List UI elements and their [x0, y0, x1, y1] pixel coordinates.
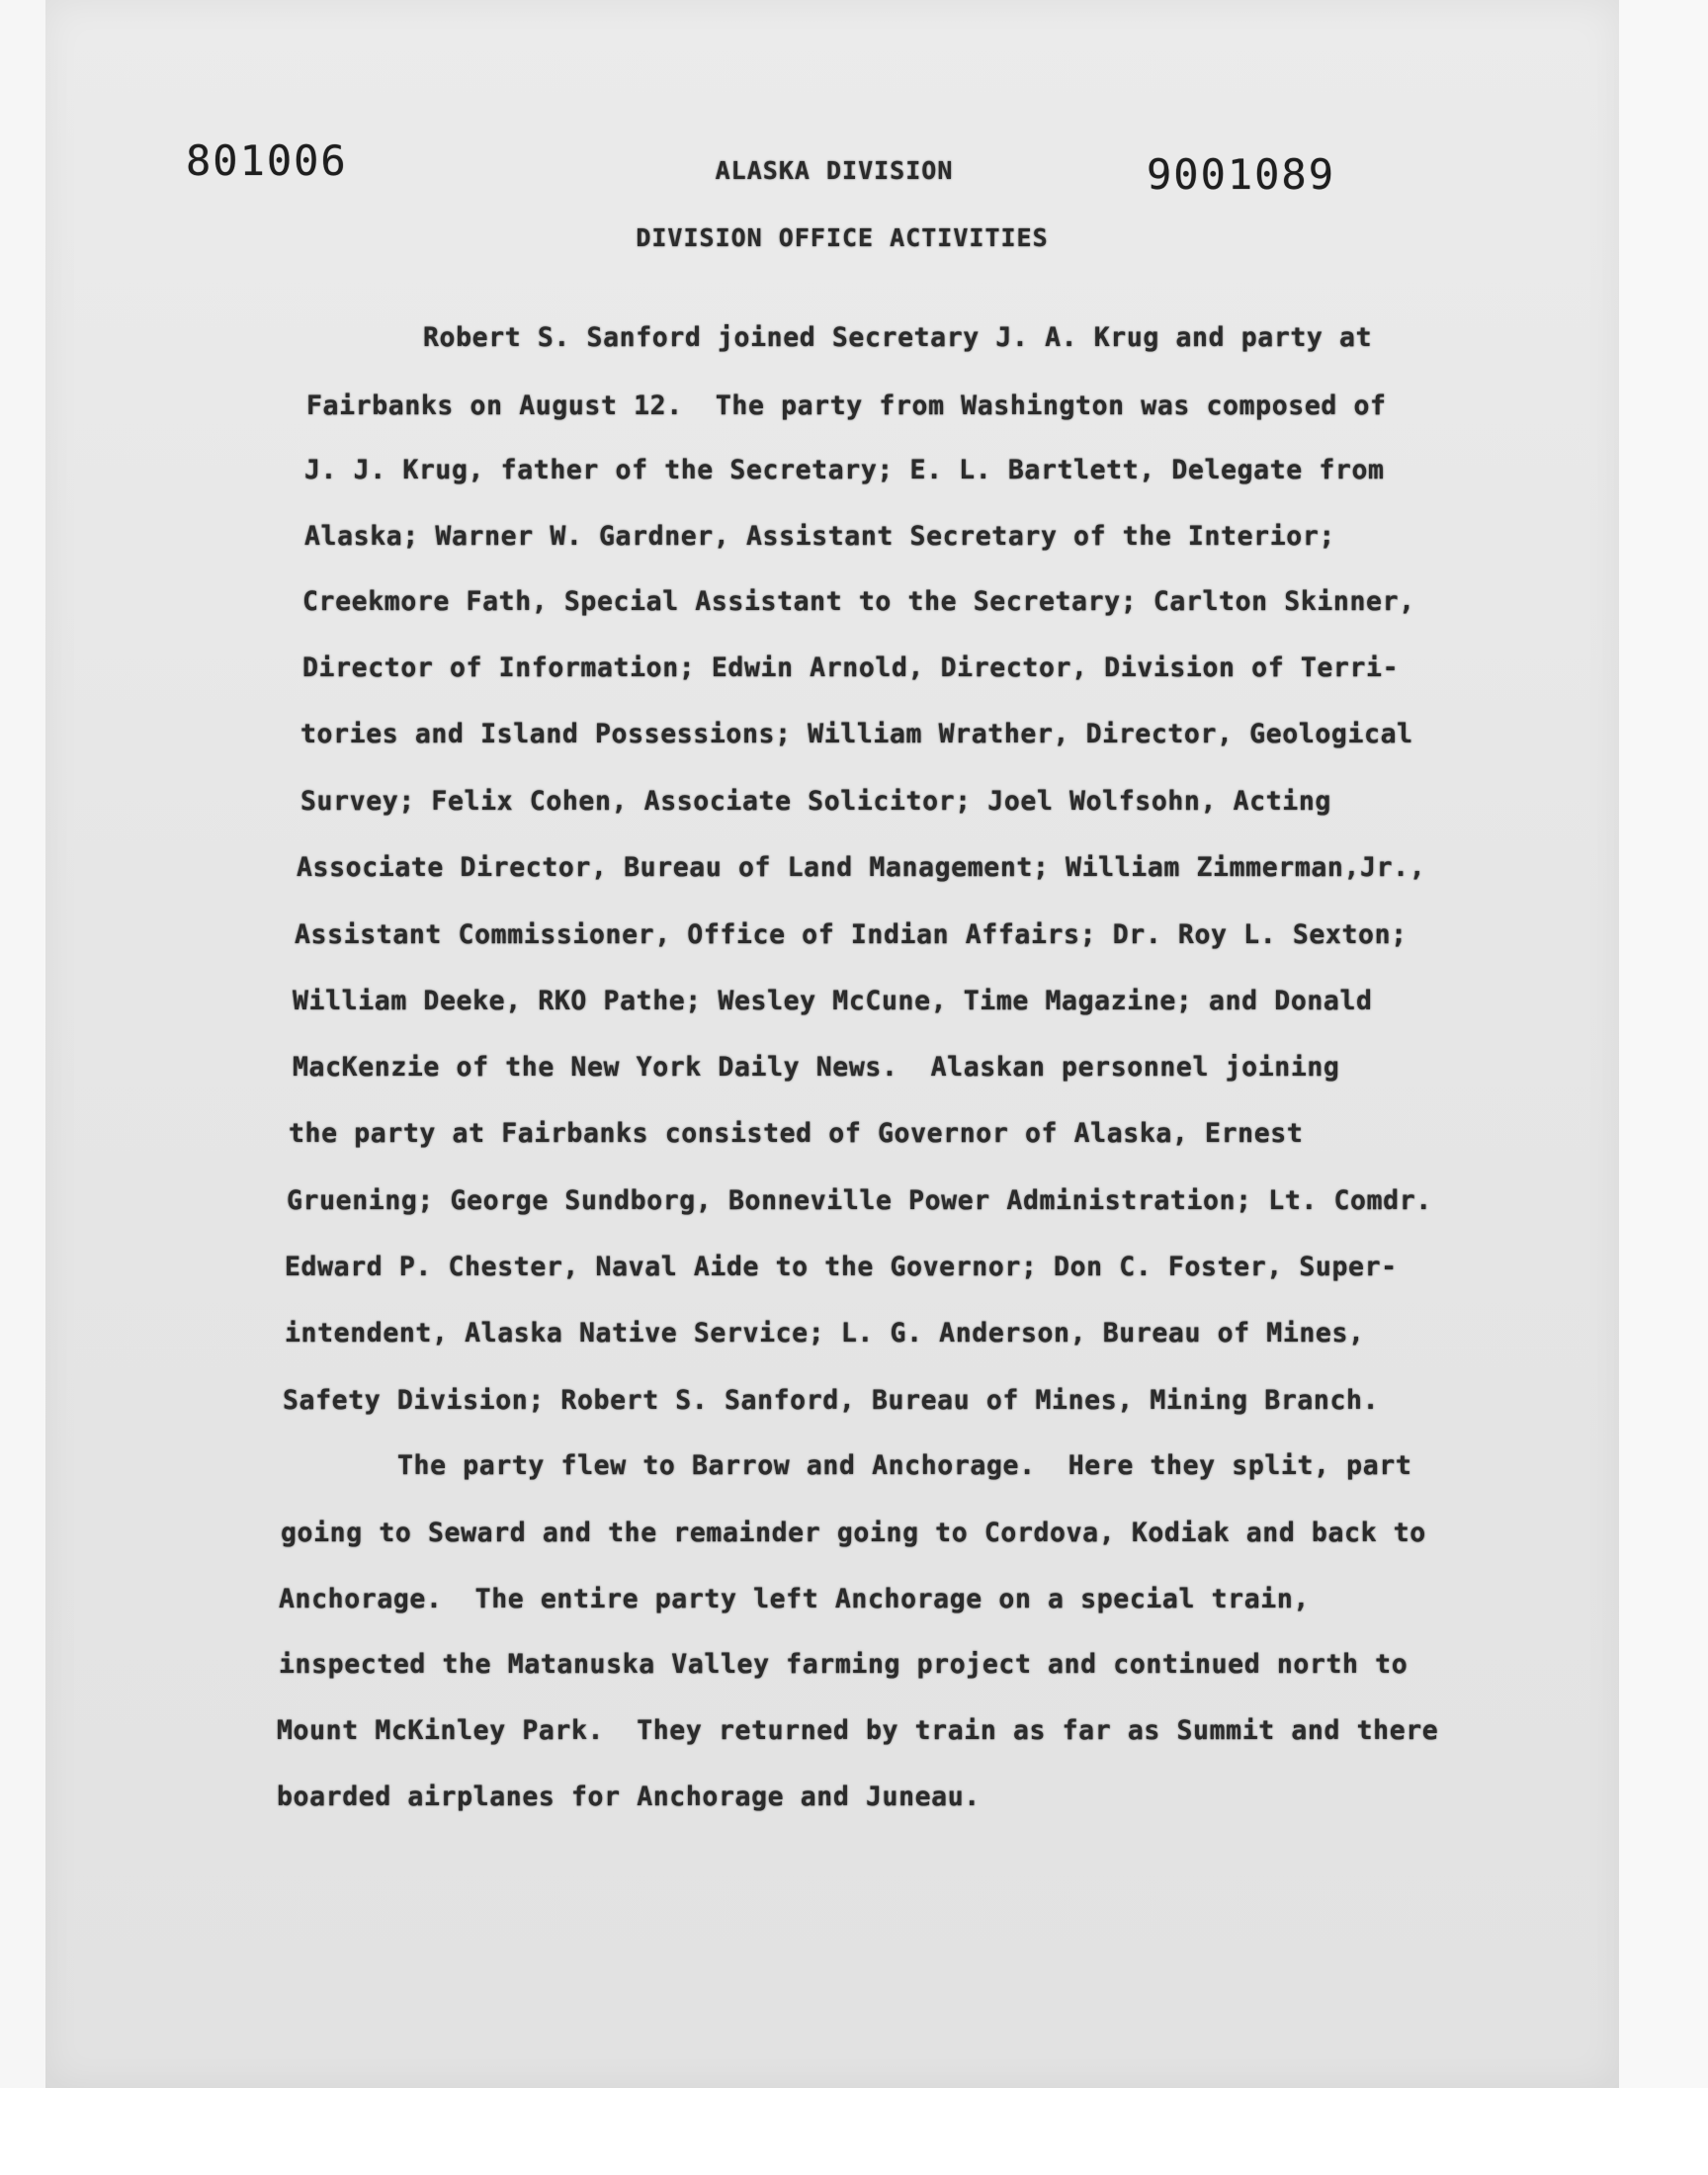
text-line: Alaska; Warner W. Gardner, Assistant Secretary of the Interior;	[304, 521, 1335, 552]
text-line: Director of Information; Edwin Arnold, Director, Division of Terri-	[302, 652, 1400, 683]
text-line: William Deeke, RKO Pathe; Wesley McCune, Time Magazine; and Donald	[293, 986, 1373, 1016]
document-heading: ALASKA DIVISION	[715, 156, 954, 185]
text-line: J. J. Krug, father of the Secretary; E. L. Bartlett, Delegate from	[304, 455, 1385, 485]
paper-sheet	[45, 0, 1619, 2088]
text-line: tories and Island Possessions; William Wrather, Director, Geological	[300, 719, 1413, 749]
text-line: going to Seward and the remainder going to Cordova, Kodiak and back to	[281, 1518, 1426, 1548]
scan-margin-bottom	[0, 2088, 1708, 2175]
stamp-number-right: 9001089	[1147, 150, 1336, 199]
text-line: Assistant Commissioner, Office of Indian Affairs; Dr. Roy L. Sexton;	[295, 919, 1408, 950]
text-line: Creekmore Fath, Special Assistant to the Secretary; Carlton Skinner,	[302, 586, 1415, 617]
text-line: Safety Division; Robert S. Sanford, Bureau of Mines, Mining Branch.	[283, 1385, 1380, 1416]
text-line: intendent, Alaska Native Service; L. G. Anderson, Bureau of Mines,	[285, 1318, 1365, 1348]
scan-margin-right	[1619, 0, 1708, 2088]
text-line: The party flew to Barrow and Anchorage. Here they split, part	[397, 1450, 1412, 1481]
text-line: the party at Fairbanks consisted of Governor of Alaska, Ernest	[289, 1118, 1304, 1149]
text-line: Survey; Felix Cohen, Associate Solicitor; Joel Wolfsohn, Acting	[300, 786, 1331, 817]
text-line: Edward P. Chester, Naval Aide to the Governor; Don C. Foster, Super-	[285, 1252, 1398, 1282]
text-line: inspected the Matanuska Valley farming project and continued north to	[279, 1649, 1409, 1680]
text-line: Mount McKinley Park. They returned by train as far as Summit and there	[277, 1715, 1439, 1746]
text-line: Fairbanks on August 12. The party from Washington was composed of	[306, 391, 1387, 421]
text-line: Gruening; George Sundborg, Bonneville Power Administration; Lt. Comdr.	[287, 1185, 1432, 1216]
text-line: Associate Director, Bureau of Land Management; William Zimmerman,Jr.,	[297, 852, 1426, 883]
text-line: Robert S. Sanford joined Secretary J. A. Krug and party at	[423, 322, 1373, 353]
scan-margin-left	[0, 0, 45, 2088]
text-line: boarded airplanes for Anchorage and Juneau.	[277, 1782, 981, 1812]
stamp-number-left: 801006	[186, 136, 348, 185]
text-line: MacKenzie of the New York Daily News. Alaskan personnel joining	[293, 1052, 1340, 1083]
document-subheading: DIVISION OFFICE ACTIVITIES	[636, 223, 1049, 252]
text-line: Anchorage. The entire party left Anchorage on a special train,	[279, 1584, 1310, 1614]
